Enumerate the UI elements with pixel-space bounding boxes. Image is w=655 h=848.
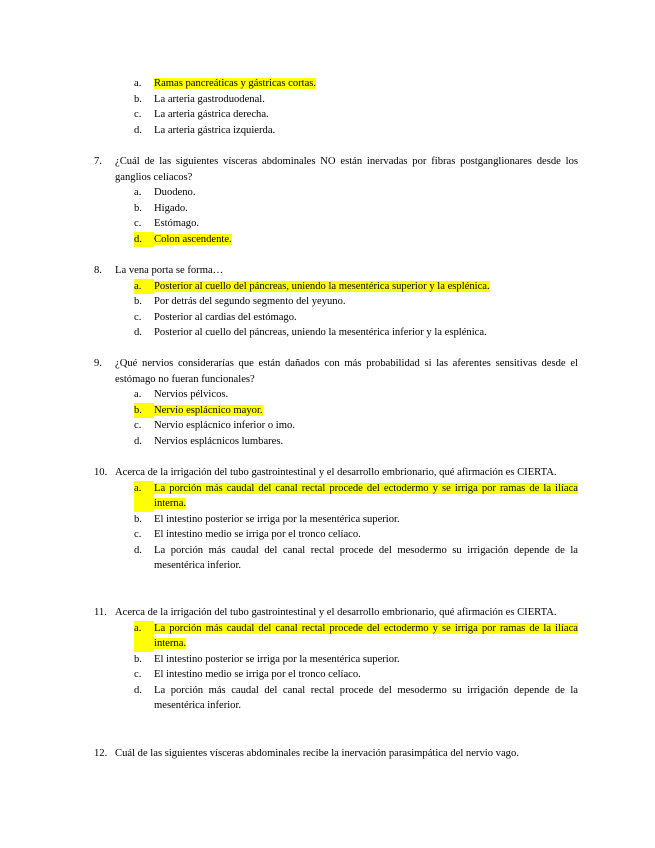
- option-a: [134, 387, 578, 403]
- option-text: El intestino medio se irriga por el tronco celíaco.: [154, 529, 361, 540]
- option-b: [134, 652, 578, 668]
- option-letter: d.: [134, 435, 142, 447]
- option-letter: a.: [134, 481, 154, 512]
- option-text-highlighted: Colon ascendente.: [154, 233, 232, 245]
- option-letter: b.: [134, 296, 142, 307]
- option-letter: c.: [134, 218, 142, 229]
- option-letter: b.: [134, 202, 142, 214]
- option-letter: c.: [134, 311, 142, 323]
- option-text: La arteria gástrica derecha.: [154, 109, 269, 120]
- question-text: Acerca de la irrigación del tubo gastrointestinal y el desarrollo embrionario, qué afirmación es CIERTA.: [115, 467, 557, 478]
- question-text: ¿Qué nervios considerarías que están dañados con más probabilidad si las aferentes sensitivas desde el estómago no fueran funcionales?: [115, 358, 578, 385]
- question-text: Cuál de las siguientes vísceras abdominales recibe la inervación parasimpática del nervio vago.: [115, 748, 519, 759]
- option-text: El intestino posterior se irriga por la mesentérica superior.: [154, 513, 400, 525]
- question-11: [94, 605, 578, 714]
- option-text: Nervios esplácnicos lumbares.: [154, 435, 284, 447]
- option-letter: c.: [134, 109, 142, 120]
- question-7: [94, 154, 578, 247]
- option-d: [134, 325, 578, 341]
- question-number: 9.: [94, 358, 102, 369]
- question-number: 7.: [94, 156, 102, 167]
- option-text: Posterior al cuello del páncreas, uniendo la mesentérica inferior y la esplénica.: [154, 327, 487, 338]
- option-text: La arteria gástrica izquierda.: [154, 124, 276, 136]
- option-text-highlighted: La porción más caudal del canal rectal procede del ectodermo y se irriga por ramas de la ilíaca interna.: [154, 622, 578, 649]
- options-list: [134, 185, 578, 247]
- option-a: [134, 76, 578, 92]
- option-a: [134, 185, 578, 201]
- option-c: [134, 667, 578, 683]
- option-text-highlighted: Posterior al cuello del páncreas, uniendo la mesentérica superior y la esplénica.: [154, 280, 490, 292]
- option-b: [134, 294, 578, 310]
- option-a: [134, 279, 578, 295]
- question-number: 12.: [94, 748, 108, 759]
- question-number: 8.: [94, 265, 102, 276]
- option-letter: a.: [134, 389, 142, 400]
- question-text: Acerca de la irrigación del tubo gastrointestinal y el desarrollo embrionario, qué afirmación es CIERTA.: [115, 607, 557, 618]
- option-text: Hígado.: [154, 202, 188, 214]
- option-letter: b.: [134, 93, 142, 105]
- option-b: [134, 512, 578, 528]
- option-d: [134, 232, 578, 248]
- option-d: [134, 543, 578, 574]
- option-letter: d.: [134, 544, 142, 556]
- question-10: [94, 465, 578, 574]
- option-a: [134, 621, 578, 652]
- option-text: Duodeno.: [154, 187, 196, 198]
- option-text: El intestino posterior se irriga por la mesentérica superior.: [154, 653, 400, 665]
- option-c: [134, 310, 578, 326]
- option-letter: c.: [134, 529, 142, 540]
- option-b: [134, 201, 578, 217]
- option-text-highlighted: Nervio esplácnico mayor.: [154, 404, 263, 416]
- options-list: [134, 481, 578, 574]
- options-list: [134, 621, 578, 714]
- question-text: ¿Cuál de las siguientes vísceras abdominales NO están inervadas por fibras postganglionares desde los ganglios celíacos?: [115, 156, 578, 183]
- option-c: [134, 418, 578, 434]
- option-c: [134, 216, 578, 232]
- option-letter: d.: [134, 124, 142, 136]
- option-text: Estómago.: [154, 218, 200, 229]
- option-c: [134, 107, 578, 123]
- options-list: [134, 387, 578, 449]
- question-9: [94, 356, 578, 449]
- question-number: 11.: [94, 607, 107, 618]
- option-letter: d.: [134, 327, 142, 338]
- option-letter: a.: [134, 621, 154, 652]
- option-letter: b.: [134, 513, 142, 525]
- option-b: [134, 403, 578, 419]
- option-d: [134, 683, 578, 714]
- option-letter: d.: [134, 684, 142, 696]
- question-12: [94, 746, 578, 762]
- options-list: [134, 76, 578, 138]
- option-text: El intestino medio se irriga por el tronco celíaco.: [154, 669, 361, 680]
- option-text: Posterior al cardias del estómago.: [154, 311, 297, 323]
- options-list: [134, 279, 578, 341]
- option-a: [134, 481, 578, 512]
- option-text: La porción más caudal del canal rectal procede del mesodermo su irrigación depende de la mesentérica inferior.: [154, 684, 578, 711]
- option-text: Por detrás del segundo segmento del yeyuno.: [154, 296, 346, 307]
- option-letter: c.: [134, 420, 142, 431]
- option-text: La porción más caudal del canal rectal procede del mesodermo su irrigación depende de la mesentérica inferior.: [154, 544, 578, 571]
- question-text: La vena porta se forma…: [115, 265, 224, 276]
- option-letter: d.: [134, 232, 154, 248]
- option-b: [134, 92, 578, 108]
- option-letter: a.: [134, 279, 154, 295]
- option-letter: a.: [134, 187, 142, 198]
- option-c: [134, 527, 578, 543]
- question-number: 10.: [94, 467, 108, 478]
- option-text: Nervio esplácnico inferior o imo.: [154, 420, 295, 431]
- option-text-highlighted: Ramas pancreáticas y gástricas cortas.: [154, 78, 317, 89]
- option-letter: b.: [134, 653, 142, 665]
- question-8: [94, 263, 578, 341]
- option-letter: b.: [134, 403, 154, 419]
- option-letter: c.: [134, 669, 142, 680]
- option-text: La arteria gastroduodenal.: [154, 93, 265, 105]
- option-letter: a.: [134, 78, 142, 89]
- option-text-highlighted: La porción más caudal del canal rectal procede del ectodermo y se irriga por ramas de la ilíaca interna.: [154, 482, 578, 509]
- question-6-continued: [94, 76, 578, 138]
- option-text: Nervios pélvicos.: [154, 389, 229, 400]
- option-d: [134, 123, 578, 139]
- option-d: [134, 434, 578, 450]
